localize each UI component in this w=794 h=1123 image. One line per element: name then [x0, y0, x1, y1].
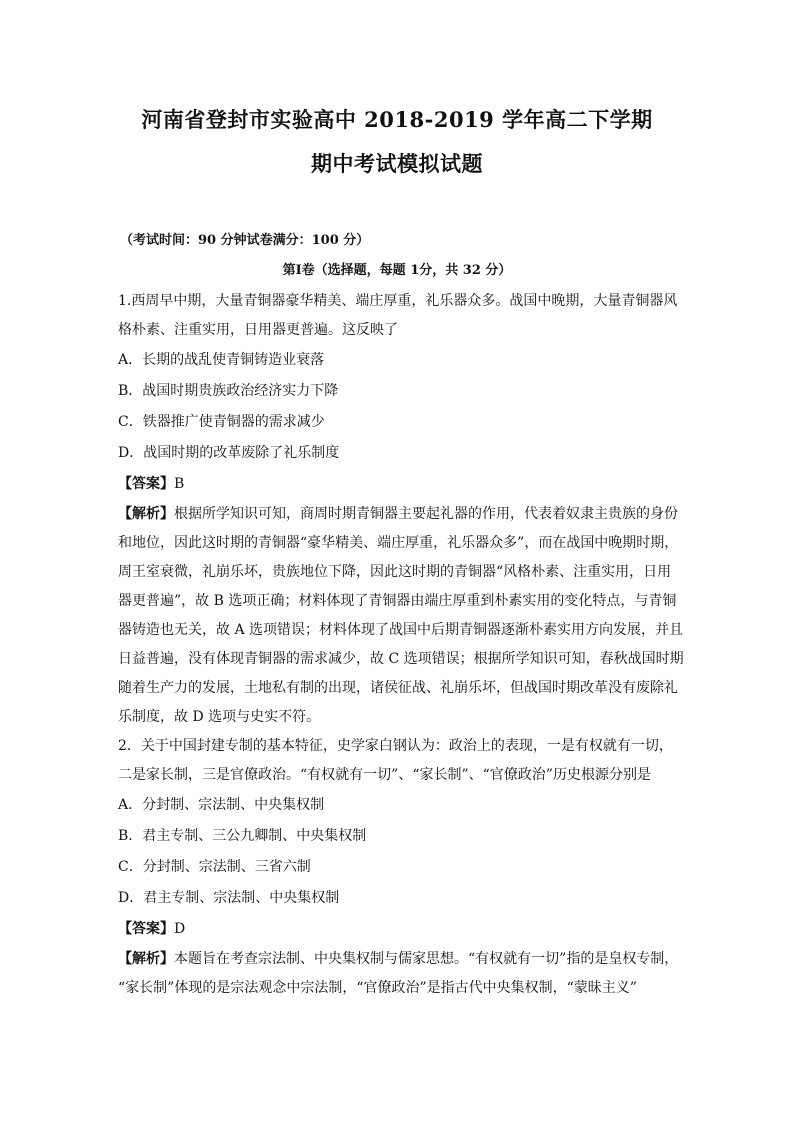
question-1 — [118, 287, 684, 732]
answer-value: B — [174, 476, 185, 492]
section-heading: 第Ⅰ卷（选择题，每题 1分，共 32 分） — [282, 263, 512, 278]
option-c: C．铁器推广使青铜器的需求减少 — [118, 414, 325, 430]
option-c: C．分封制、宗法制、三省六制 — [118, 859, 311, 875]
analysis-line: 周王室衰微，礼崩乐坏，贵族地位下降，因此这时期的青铜器“风格朴素、注重实用，日用 — [118, 564, 672, 580]
option-d: D．战国时期的改革废除了礼乐制度 — [118, 445, 340, 461]
analysis-line: 日益普遍，没有体现青铜器的需求减少，故 C 选项错误；根据所学知识可知，春秋战国时期 — [118, 651, 684, 667]
answer-line — [118, 914, 678, 945]
question-stem-line: 2．关于中国封建专制的基本特征，史学家白钢认为：政治上的表现，一是有权就有一切， — [118, 738, 673, 754]
question-2 — [118, 732, 678, 1003]
analysis-text: 本题旨在考查宗法制、中央集权制与儒家思想。“有权就有一切”指的是皇权专制， — [174, 951, 679, 967]
questions-content — [118, 287, 684, 1003]
question-stem-line: 二是家长制，三是官僚政治。“有权就有一切”、“家长制”、“官僚政治”历史根源分别是 — [118, 767, 651, 783]
analysis-line: “家长制”体现的是宗法观念中宗法制，“官僚政治”是指古代中央集权制，“蒙昧主义” — [118, 980, 637, 996]
analysis-line — [118, 945, 678, 974]
document-title-line-1: 河南省登封市实验高中 2018-2019 学年高二下学期 — [141, 107, 653, 132]
option-b: B．战国时期贵族政治经济实力下降 — [118, 383, 339, 399]
document-title-line-2: 期中考试模拟试题 — [311, 151, 483, 176]
answer-line — [118, 469, 678, 500]
exam-info: （考试时间：90 分钟试卷满分：100 分） — [120, 233, 370, 248]
question-stem-line: 1.西周早中期，大量青铜器豪华精美、端庄厚重，礼乐器众多。战国中晚期，大量青铜器风 — [118, 293, 678, 309]
option-a: A．长期的战乱使青铜铸造业衰落 — [118, 352, 325, 368]
analysis-line: 器更普遍”，故 B 选项正确；材料体现了青铜器由端庄厚重到朴素实用的变化特点，与青铜 — [118, 593, 677, 609]
analysis-line: 和地位，因此这时期的青铜器“豪华精美、端庄厚重，礼乐器众多”，而在战国中晚期时期， — [118, 535, 679, 551]
answer-label: 【答案】 — [118, 921, 174, 937]
analysis-line: 随着生产力的发展，土地私有制的出现，诸侯征战、礼崩乐坏，但战国时期改革没有废除礼 — [118, 680, 678, 696]
analysis-line — [118, 500, 678, 529]
analysis-line: 乐制度，故 D 选项与史实不符。 — [118, 709, 321, 725]
answer-label: 【答案】 — [118, 476, 174, 492]
analysis-text: 根据所学知识可知，商周时期青铜器主要起礼器的作用，代表着奴隶主贵族的身份 — [174, 506, 678, 522]
option-a: A．分封制、宗法制、中央集权制 — [118, 797, 325, 813]
analysis-line: 器铸造也无关，故 A 选项错误；材料体现了战国中后期青铜器逐渐朴素实用方向发展，并且 — [118, 622, 684, 638]
option-b: B．君主专制、三公九卿制、中央集权制 — [118, 828, 367, 844]
option-d: D．君主专制、宗法制、中央集权制 — [118, 890, 340, 906]
analysis-label: 【解析】 — [118, 506, 174, 522]
question-stem-line: 格朴素、注重实用，日用器更普遍。这反映了 — [118, 322, 398, 338]
analysis-label: 【解析】 — [118, 951, 174, 967]
answer-value: D — [174, 921, 186, 937]
